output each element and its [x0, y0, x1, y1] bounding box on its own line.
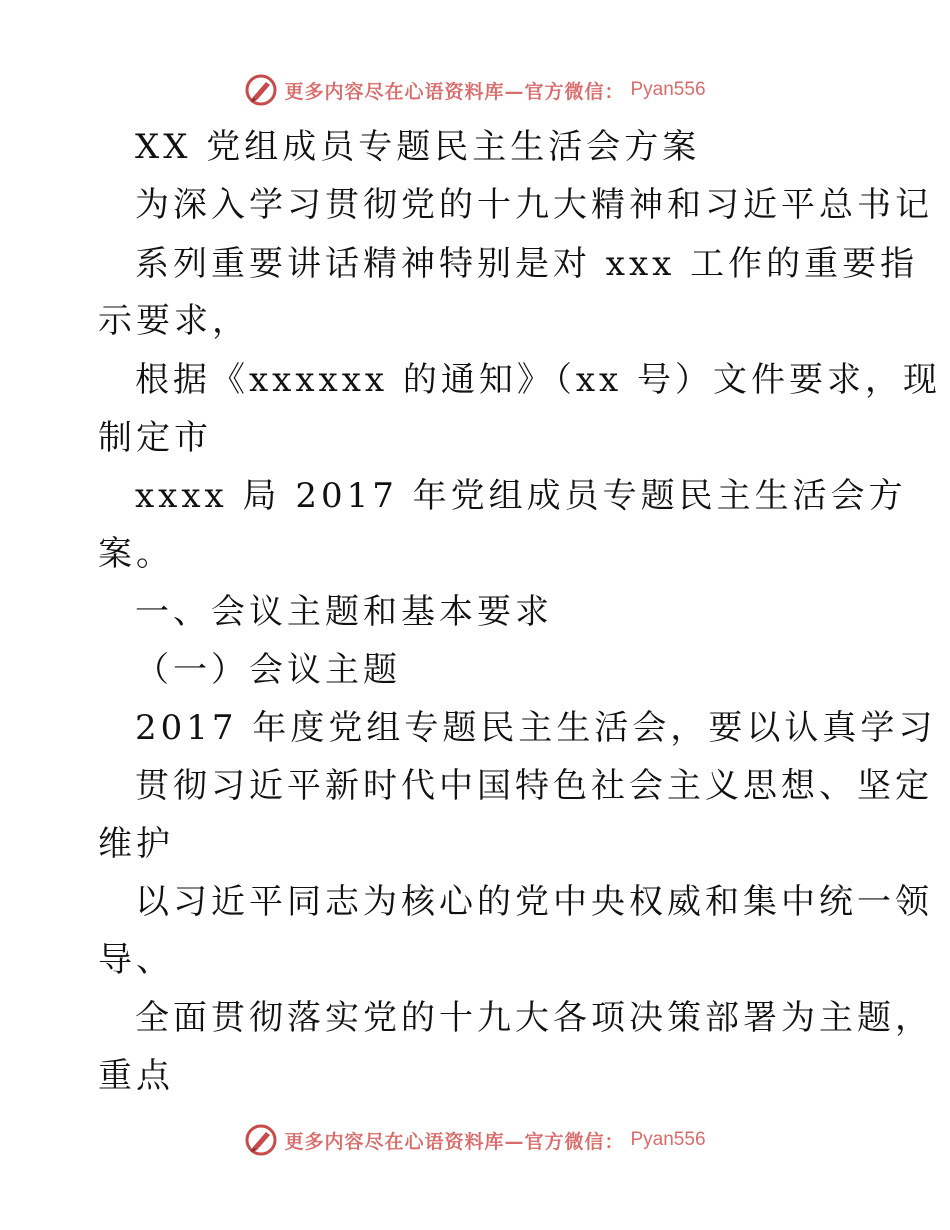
paragraph-line: 制定市 [98, 418, 212, 458]
watermark-text: 更多内容尽在心语资料库—官方微信： [284, 1130, 625, 1153]
document-title: XX 党组成员专题民主生活会方案 [135, 127, 701, 167]
paragraph-line: 案。 [98, 534, 174, 574]
pen-logo-icon [244, 1123, 278, 1157]
paragraph-line: 维护 [98, 824, 174, 864]
paragraph-line: 为深入学习贯彻党的十九大精神和习近平总书记 [135, 185, 933, 225]
watermark-contact: Pyan556 [630, 79, 706, 100]
paragraph-line: 导、 [98, 940, 174, 980]
paragraph-line: 全面贯彻落实党的十九大各项决策部署为主题， [135, 998, 933, 1038]
subsection-heading: （一）会议主题 [135, 650, 401, 690]
paragraph-line: 根据《xxxxxx 的通知》（xx 号）文件要求，现 [135, 360, 942, 400]
paragraph-line: 重点 [98, 1056, 174, 1096]
paragraph-line: 贯彻习近平新时代中国特色社会主义思想、坚定 [135, 766, 933, 806]
paragraph-line: 示要求， [98, 301, 250, 341]
paragraph-line: xxxx 局 2017 年党组成员专题民主生活会方 [135, 476, 907, 516]
paragraph-line: 系列重要讲话精神特别是对 xxx 工作的重要指 [135, 244, 919, 284]
watermark-contact: Pyan556 [630, 1129, 706, 1150]
paragraph-line: 以习近平同志为核心的党中央权威和集中统一领 [135, 882, 933, 922]
paragraph-line: 2017 年度党组专题民主生活会，要以认真学习 [135, 708, 937, 748]
watermark-text: 更多内容尽在心语资料库—官方微信： [284, 80, 625, 103]
footer-watermark [0, 1122, 950, 1158]
section-heading: 一、会议主题和基本要求 [135, 592, 553, 632]
